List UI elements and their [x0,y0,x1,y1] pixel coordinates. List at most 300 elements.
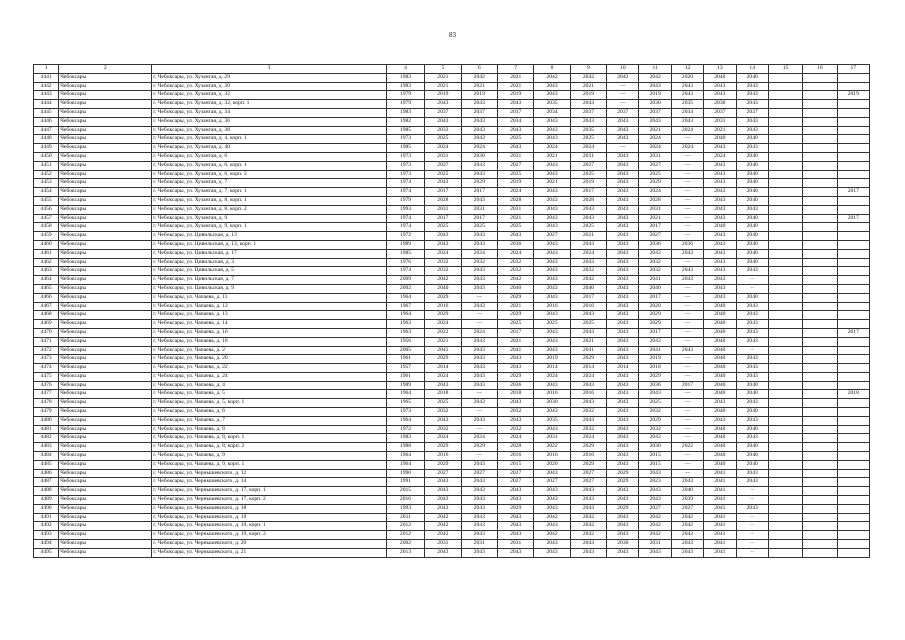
table-cell: Чебоксары [59,284,152,293]
table-cell: 2043 [461,232,497,241]
table-cell: 2040 [736,460,768,469]
table-cell [768,267,802,276]
table-cell [803,223,837,232]
table-cell: 1974 [386,179,424,188]
table-cell: 2043 [534,196,570,205]
table-cell: 2043 [736,355,768,364]
table-cell: 2041 [704,496,736,505]
table-cell: 2043 [639,487,671,496]
table-row [34,452,870,461]
table-cell: 2031 [704,117,736,126]
table-cell: 4469 [34,320,59,329]
table-cell: 1973 [386,135,424,144]
table-cell: 2029 [461,443,497,452]
table-cell: – [736,548,768,557]
table-cell: 2024 [461,328,497,337]
table-cell: — [671,293,703,302]
table-cell [768,100,802,109]
table-row [34,293,870,302]
table-row [34,540,870,549]
table-cell [837,443,869,452]
table-cell: 2043 [534,504,570,513]
table-cell: 2043 [607,496,639,505]
table-cell: 2043 [671,540,703,549]
table-cell: – [736,284,768,293]
table-cell [768,144,802,153]
table-cell: 2019 [425,91,461,100]
table-cell: Чебоксары [59,100,152,109]
table-cell: г. Чебоксары, ул. Хузангая, д. 9, корп. 1 [152,223,387,232]
table-cell: Чебоксары [59,108,152,117]
table-cell: Чебоксары [59,364,152,373]
table-cell: 2017 [461,214,497,223]
table-cell: 2040 [704,320,736,329]
table-cell: 2027 [639,504,671,513]
table-cell: — [671,161,703,170]
table-cell: 2015 [639,452,671,461]
table-cell [803,452,837,461]
table-cell: 2031 [461,540,497,549]
table-cell: 2031 [425,152,461,161]
table-cell: — [671,223,703,232]
table-cell: 2043 [671,478,703,487]
table-cell: 4442 [34,82,59,91]
table-cell: 2040 [736,161,768,170]
table-cell: — [607,82,639,91]
table-cell: 2043 [607,205,639,214]
table-cell: 2021 [497,214,533,223]
table-cell: Чебоксары [59,311,152,320]
table-cell: 2043 [736,399,768,408]
table-cell [768,452,802,461]
column-number-header: 6 [461,65,497,74]
table-cell: 2024 [497,249,533,258]
table-cell: 2040 [704,434,736,443]
table-cell: 2043 [607,161,639,170]
table-cell: — [671,232,703,241]
table-cell: 2032 [639,267,671,276]
table-cell: 2042 [607,73,639,82]
table-cell [768,513,802,522]
table-cell: 2015 [497,460,533,469]
table-cell: 2040 [704,346,736,355]
table-cell: — [671,328,703,337]
table-cell: 2040 [704,390,736,399]
table-cell: 2043 [639,337,671,346]
table-cell: 2043 [534,223,570,232]
table-cell: 2043 [461,135,497,144]
table-cell: 2024 [425,249,461,258]
table-cell [837,267,869,276]
table-cell: 2043 [607,302,639,311]
table-cell: 2043 [736,372,768,381]
table-cell [803,284,837,293]
table-cell: Чебоксары [59,390,152,399]
table-cell: 2017 [639,293,671,302]
table-cell: 2042 [425,531,461,540]
table-cell: 2043 [607,267,639,276]
table-cell: 4495 [34,548,59,557]
table-cell: г. Чебоксары, ул. Чапаева, д. 9, корп. 1 [152,460,387,469]
table-cell: 4473 [34,355,59,364]
table-cell: Чебоксары [59,355,152,364]
table-cell: г. Чебоксары, ул. Хузангая, д. 6, корп. 1 [152,161,387,170]
table-cell: 1973 [386,152,424,161]
table-cell: 2043 [607,434,639,443]
table-cell: — [671,258,703,267]
table-cell [803,522,837,531]
table-cell: 2040 [704,364,736,373]
table-cell: 1991 [386,478,424,487]
table-cell [837,337,869,346]
table-cell [768,540,802,549]
table-cell [768,179,802,188]
table-cell [837,249,869,258]
table-cell: 2043 [704,196,736,205]
table-cell: – [736,513,768,522]
table-cell: 2019 [497,91,533,100]
table-cell: 2040 [671,487,703,496]
table-cell: 1964 [386,416,424,425]
table-cell: 2037 [461,108,497,117]
table-cell: 2042 [534,513,570,522]
table-cell: 2024 [425,320,461,329]
table-cell: 2021 [534,152,570,161]
table-cell: 2016 [534,390,570,399]
table-cell [803,117,837,126]
table-row [34,504,870,513]
table-cell: 2030 [534,399,570,408]
table-cell: — [671,284,703,293]
table-cell: 1983 [386,82,424,91]
table-cell: 1982 [386,117,424,126]
table-cell: 2043 [570,496,606,505]
table-cell: 2043 [607,381,639,390]
table-cell: 2043 [671,91,703,100]
table-cell [803,337,837,346]
table-cell: 4446 [34,117,59,126]
table-cell [768,311,802,320]
table-cell: Чебоксары [59,126,152,135]
table-cell: 2040 [736,73,768,82]
table-cell: 2032 [639,425,671,434]
table-cell: 2025 [425,399,461,408]
table-cell: Чебоксары [59,513,152,522]
table-cell: — [461,311,497,320]
table-cell: 2035 [570,126,606,135]
table-cell: 1989 [386,240,424,249]
table-cell: 4492 [34,522,59,531]
table-cell: 2035 [534,416,570,425]
table-cell [768,408,802,417]
table-cell: 2028 [570,196,606,205]
table-cell: г. Чебоксары, ул. Чапаева, д. 24 [152,372,387,381]
table-cell: 2042 [570,276,606,285]
table-cell: 2025 [461,223,497,232]
table-cell: Чебоксары [59,399,152,408]
table-cell: 2043 [736,100,768,109]
table-cell: Чебоксары [59,91,152,100]
table-cell: 2030 [639,443,671,452]
table-cell: 2017 [837,214,869,223]
table-cell: 2043 [534,408,570,417]
table-cell: 2041 [639,276,671,285]
table-cell: 2040 [736,240,768,249]
table-cell: 2043 [461,416,497,425]
table-cell: 2043 [461,302,497,311]
table-cell: 2043 [570,399,606,408]
table-cell [803,381,837,390]
table-cell: 1983 [386,434,424,443]
table-cell: 2041 [704,531,736,540]
table-cell: 4451 [34,161,59,170]
table-cell: 2040 [704,460,736,469]
table-cell: 2021 [461,82,497,91]
table-cell: 2043 [461,504,497,513]
table-cell [803,408,837,417]
table-cell: 2029 [607,478,639,487]
table-cell [803,179,837,188]
table-cell [768,91,802,100]
table-cell: 2043 [607,522,639,531]
table-cell [768,108,802,117]
table-cell: 2043 [461,355,497,364]
table-cell: 2043 [607,179,639,188]
table-cell: 2043 [425,179,461,188]
table-cell: 1972 [386,232,424,241]
table-cell: 2043 [497,100,533,109]
table-cell: 2042 [461,73,497,82]
table-cell: 2043 [736,469,768,478]
table-cell: 2018 [497,390,533,399]
table-cell: Чебоксары [59,504,152,513]
table-cell: 2043 [497,522,533,531]
table-cell [837,522,869,531]
table-cell: 2040 [704,223,736,232]
table-cell: 2041 [425,346,461,355]
column-number-header: 8 [534,65,570,74]
table-cell: Чебоксары [59,496,152,505]
table-cell [768,328,802,337]
table-cell: — [671,337,703,346]
table-cell: г. Чебоксары, ул. Чернышевского, д. 17, корп. 1 [152,487,387,496]
table-row [34,223,870,232]
table-cell: Чебоксары [59,73,152,82]
table-cell: 1985 [386,249,424,258]
table-cell: 2043 [671,548,703,557]
table-cell: — [607,144,639,153]
table-cell: 2043 [704,232,736,241]
table-cell: 2031 [497,205,533,214]
table-cell: г. Чебоксары, ул. Хузангая, д. 29 [152,73,387,82]
table-row [34,390,870,399]
table-cell [768,126,802,135]
column-number-header: 11 [639,65,671,74]
table-cell [803,188,837,197]
table-cell: 2043 [461,548,497,557]
table-cell: 2043 [704,188,736,197]
table-cell: Чебоксары [59,452,152,461]
table-cell: 2043 [671,117,703,126]
table-cell [837,258,869,267]
table-cell: 2043 [607,249,639,258]
table-cell: 2029 [425,355,461,364]
table-cell [803,311,837,320]
table-cell: 4483 [34,443,59,452]
table-cell: 2021 [570,232,606,241]
table-cell: Чебоксары [59,531,152,540]
table-cell: 2043 [736,117,768,126]
table-cell: 2019 [534,355,570,364]
table-cell: 2043 [461,487,497,496]
table-cell: 2029 [425,443,461,452]
table-cell: Чебоксары [59,240,152,249]
table-cell: 2017 [425,188,461,197]
table-cell: 2043 [534,91,570,100]
table-cell [837,346,869,355]
table-cell: 2043 [425,504,461,513]
table-cell: 4490 [34,504,59,513]
table-cell: 4453 [34,179,59,188]
table-cell: 4455 [34,196,59,205]
table-cell [803,443,837,452]
table-cell: 2018 [425,390,461,399]
table-cell [768,249,802,258]
table-cell: 2043 [704,205,736,214]
table-cell: 1957 [386,364,424,373]
table-cell [768,443,802,452]
table-cell: 2021 [534,179,570,188]
table-cell [837,434,869,443]
table-body [34,73,870,557]
table-row [34,73,870,82]
table-cell: г. Чебоксары, ул. Цивильская, д. 17 [152,249,387,258]
table-row [34,548,870,557]
table-cell: 2042 [639,522,671,531]
table-cell: 2043 [534,267,570,276]
table-cell: 2043 [607,170,639,179]
table-row [34,487,870,496]
table-cell: 2043 [534,161,570,170]
table-cell [768,258,802,267]
table-cell: Чебоксары [59,205,152,214]
table-cell [803,434,837,443]
table-cell: 2043 [639,249,671,258]
table-cell: 2020 [534,460,570,469]
table-cell [803,161,837,170]
table-cell [803,425,837,434]
table-cell: Чебоксары [59,196,152,205]
table-cell: 2040 [425,284,461,293]
table-cell: 2031 [639,205,671,214]
table-row [34,82,870,91]
table-cell: г. Чебоксары, ул. Чапаева, д. 16 [152,328,387,337]
table-cell [837,232,869,241]
table-cell: 2040 [704,311,736,320]
table-row [34,478,870,487]
table-cell: 2043 [534,487,570,496]
table-cell: 2024 [534,144,570,153]
table-cell: 2021 [497,337,533,346]
table-cell: 2016 [425,452,461,461]
table-cell: 2043 [736,320,768,329]
table-cell [803,232,837,241]
table-cell: г. Чебоксары, ул. Цивильская, д. 9 [152,284,387,293]
table-cell: 2043 [704,91,736,100]
table-row [34,152,870,161]
table-cell: 4481 [34,425,59,434]
table-cell: 2024 [704,152,736,161]
table-cell: — [671,302,703,311]
table-cell [837,276,869,285]
table-cell [803,82,837,91]
table-cell: 2036 [497,240,533,249]
table-cell: 2043 [534,293,570,302]
table-cell: 2031 [639,152,671,161]
table-cell: — [671,196,703,205]
table-cell: г. Чебоксары, ул. Чапаева, д. 18 [152,337,387,346]
table-cell: 2043 [497,487,533,496]
table-cell: 2017 [837,188,869,197]
table-row [34,416,870,425]
table-cell: 4464 [34,276,59,285]
table-cell: г. Чебоксары, ул. Цивильская, д. 5 [152,267,387,276]
column-number-header: 3 [152,65,387,74]
table-cell: — [671,364,703,373]
table-cell: 2043 [736,478,768,487]
table-cell: 2043 [534,135,570,144]
table-cell: 2040 [704,328,736,337]
table-cell: 2037 [736,108,768,117]
table-cell [768,399,802,408]
table-cell: г. Чебоксары, ул. Чапаева, д. 5 [152,390,387,399]
table-cell: 2040 [639,284,671,293]
table-cell: 2043 [607,425,639,434]
table-cell [803,364,837,373]
table-cell: г. Чебоксары, ул. Чапаева, д. 4 [152,381,387,390]
table-cell: 2043 [736,328,768,337]
table-cell [768,302,802,311]
table-cell: 2022 [534,443,570,452]
table-cell: г. Чебоксары, ул. Хузангая, д. 4, корп. 1 [152,135,387,144]
table-cell: 2043 [534,425,570,434]
table-cell: Чебоксары [59,152,152,161]
table-cell [768,152,802,161]
table-cell: 4465 [34,284,59,293]
table-cell: – [736,276,768,285]
table-cell: 2016 [534,452,570,461]
table-cell [803,513,837,522]
table-cell [803,293,837,302]
table-cell: г. Чебоксары, ул. Чернышевского, д. 19, корп. 1 [152,522,387,531]
table-cell: 2019 [570,91,606,100]
table-cell: — [461,293,497,302]
table-cell: 2043 [736,144,768,153]
table-cell [768,504,802,513]
table-cell: г. Чебоксары, ул. Чернышевского, д. 21 [152,548,387,557]
table-cell: 2029 [425,293,461,302]
table-cell: 2043 [639,117,671,126]
table-cell: 2043 [607,337,639,346]
table-cell: 2041 [570,346,606,355]
table-cell: 2024 [425,434,461,443]
table-row [34,460,870,469]
table-cell: 2029 [639,179,671,188]
table-cell: 1993 [386,205,424,214]
table-cell: 2036 [671,240,703,249]
table-cell: 2043 [607,443,639,452]
table-cell: Чебоксары [59,522,152,531]
